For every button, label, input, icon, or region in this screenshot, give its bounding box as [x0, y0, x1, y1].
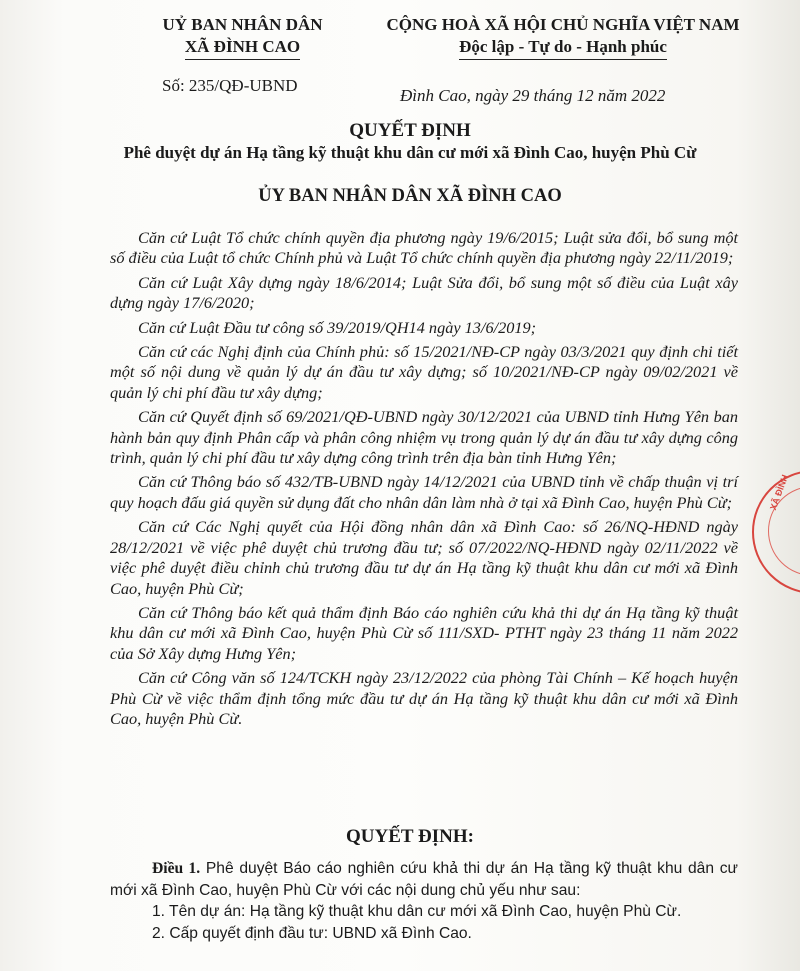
- basis-paragraph: Căn cứ Quyết định số 69/2021/QĐ-UBND ngày 30/12/2021 của UBND tỉnh Hưng Yên ban hành bản quy định Phân cấp và phân công nhiệm vụ trong quản lý dự án đầu tư xây dựng công trình, quản lý chi phí đầu tư xây dựng công trình trên địa bàn tỉnh Hưng Yên;: [110, 407, 738, 468]
- issuing-authority: ỦY BAN NHÂN DÂN XÃ ĐÌNH CAO: [258, 186, 562, 206]
- basis-paragraph: Căn cứ các Nghị định của Chính phủ: số 15/2021/NĐ-CP ngày 03/3/2021 quy định chi tiết một số nội dung về quản lý dự án đầu tư xây dựng; số 10/2021/NĐ-CP ngày 09/02/2021 về quản lý chi phí đầu tư xây dựng;: [110, 342, 738, 402]
- nation-name: CỘNG HOÀ XÃ HỘI CHỦ NGHĨA VIỆT NAM: [386, 15, 740, 34]
- official-seal: [752, 470, 800, 594]
- national-motto: [358, 14, 768, 60]
- motto: Độc lập - Tự do - Hạnh phúc: [459, 36, 667, 60]
- decision-subject: Phê duyệt dự án Hạ tầng kỹ thuật khu dân cư mới xã Đình Cao, huyện Phù Cừ: [123, 143, 697, 162]
- basis-paragraph: Căn cứ Các Nghị quyết của Hội đồng nhân dân xã Đình Cao: số 26/NQ-HĐND ngày 28/12/2021 về việc phê duyệt chủ trương đầu tư; số 07/2022/NQ-HĐND ngày 02/11/2022 về việc phê duyệt điều chỉnh chủ trương đầu tư dự án Hạ tầng kỹ thuật khu dân cư mới xã Đình Cao, huyện Phù Cừ;: [110, 517, 738, 598]
- decision-title: QUYẾT ĐỊNH: [349, 120, 471, 141]
- basis-paragraph: Căn cứ Thông báo số 432/TB-UBND ngày 14/12/2021 của UBND tỉnh về chấp thuận vị trí quy hoạch đấu giá quyền sử dụng đất cho nhân dân làm nhà ở tại xã Đình Cao, huyện Phù Cừ;: [110, 472, 738, 512]
- basis-paragraph: Căn cứ Luật Đầu tư công số 39/2019/QH14 ngày 13/6/2019;: [138, 317, 537, 337]
- basis-paragraph: Căn cứ Công văn số 124/TCKH ngày 23/12/2022 của phòng Tài Chính – Kế hoạch huyện Phù Cừ về việc thẩm định tổng mức đầu tư dự án Hạ tầng kỹ thuật khu dân cư mới xã Đình Cao, huyện Phù Cừ.: [110, 668, 738, 728]
- basis-paragraph: Căn cứ Luật Xây dựng ngày 18/6/2014; Luật Sửa đổi, bổ sung một số điều của Luật xây dựng ngày 17/6/2020;: [110, 272, 738, 313]
- legal-bases: [110, 228, 738, 733]
- seal-text: XÃ ĐÌNH: [768, 473, 791, 512]
- article-1-lead: [110, 858, 738, 901]
- basis-paragraph: Căn cứ Thông báo kết quả thẩm định Báo cáo nghiên cứu khả thi dự án Hạ tầng kỹ thuật khu dân cư mới xã Đình Cao, huyện Phù Cừ số 111/SXD- PTHT ngày 23 tháng 11 năm 2022 của Sở Xây dựng Hưng Yên;: [110, 602, 738, 663]
- place-date: Đình Cao, ngày 29 tháng 12 năm 2022: [400, 86, 666, 105]
- document-number: Số: 235/QĐ-UBND: [162, 76, 298, 95]
- decision-heading: QUYẾT ĐỊNH:: [346, 826, 474, 847]
- article-1-text: Phê duyệt Báo cáo nghiên cứu khả thi dự án Hạ tầng kỹ thuật khu dân cư mới xã Đình Cao, huyện Phù Cừ với các nội dung chủ yếu như sau:: [110, 860, 738, 899]
- agency-name: UỶ BAN NHÂN DÂN: [162, 15, 323, 34]
- basis-paragraph: Căn cứ Luật Tổ chức chính quyền địa phương ngày 19/6/2015; Luật sửa đổi, bổ sung một số điều của Luật tổ chức Chính phủ và Luật Tổ chức chính quyền địa phương ngày 22/11/2019;: [110, 228, 738, 268]
- article-1-item: 2. Cấp quyết định đầu tư: UBND xã Đình Cao.: [152, 924, 472, 942]
- agency-commune: XÃ ĐÌNH CAO: [185, 36, 300, 60]
- article-1-label: Điều 1.: [152, 860, 201, 877]
- article-1: [110, 858, 738, 944]
- issuing-agency: [140, 14, 345, 60]
- article-1-item: 1. Tên dự án: Hạ tầng kỹ thuật khu dân cư mới xã Đình Cao, huyện Phù Cừ.: [152, 903, 682, 920]
